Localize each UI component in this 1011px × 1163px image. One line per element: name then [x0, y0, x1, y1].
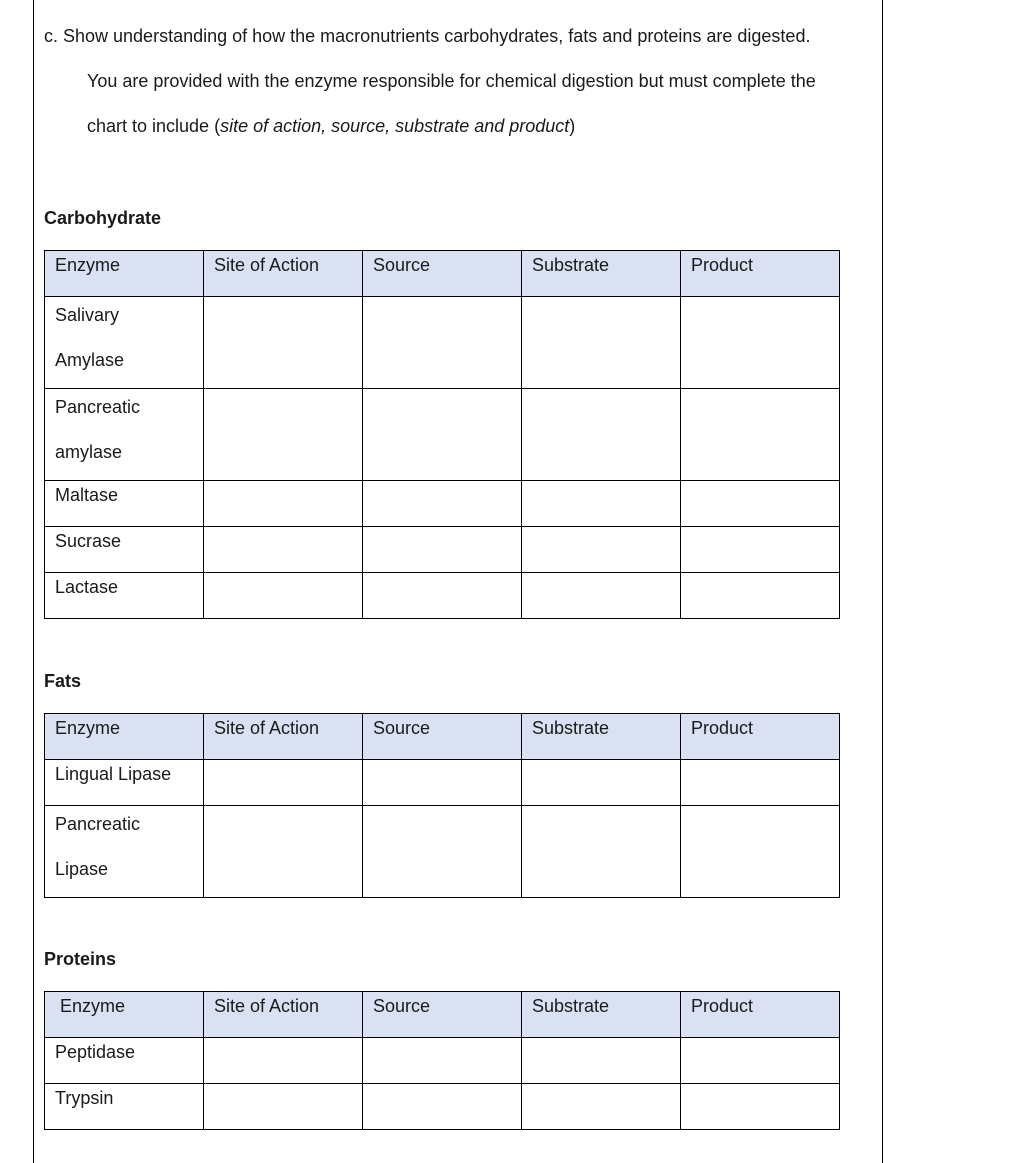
product-cell[interactable] [681, 760, 840, 806]
source-cell[interactable] [363, 806, 522, 898]
carbohydrate-heading: Carbohydrate [44, 208, 162, 228]
enzyme-cell [45, 389, 204, 481]
table-row [45, 389, 840, 481]
header-enzyme: Enzyme [45, 251, 204, 297]
source-cell[interactable] [363, 527, 522, 573]
enzyme-cell: Lingual Lipase [45, 760, 204, 806]
substrate-cell[interactable] [522, 297, 681, 389]
header-site-of-action: Site of Action [204, 992, 363, 1038]
enzyme-cell: Maltase [45, 481, 204, 527]
site-of-action-cell[interactable] [204, 760, 363, 806]
table-header-row [45, 992, 840, 1038]
instruction-line-3-suffix: ) [569, 116, 576, 136]
site-of-action-cell[interactable] [204, 573, 363, 619]
header-substrate: Substrate [522, 714, 681, 760]
site-of-action-cell[interactable] [204, 297, 363, 389]
table-row [45, 806, 840, 898]
header-product: Product [681, 714, 840, 760]
substrate-cell[interactable] [522, 527, 681, 573]
enzyme-name-line: Salivary [55, 305, 120, 325]
enzyme-name-line: Pancreatic [55, 814, 141, 834]
table-header-row [45, 251, 840, 297]
site-of-action-cell[interactable] [204, 389, 363, 481]
source-cell[interactable] [363, 1084, 522, 1130]
instruction-line-3 [87, 116, 575, 137]
fats-table [44, 713, 840, 898]
table-row [45, 527, 840, 573]
table-header-row [45, 714, 840, 760]
substrate-cell[interactable] [522, 760, 681, 806]
substrate-cell[interactable] [522, 389, 681, 481]
instruction-line-2: You are provided with the enzyme responsible for chemical digestion but must complete the [87, 71, 816, 91]
site-of-action-cell[interactable] [204, 481, 363, 527]
site-of-action-cell[interactable] [204, 806, 363, 898]
table-row [45, 1038, 840, 1084]
product-cell[interactable] [681, 527, 840, 573]
product-cell[interactable] [681, 806, 840, 898]
enzyme-cell: Trypsin [45, 1084, 204, 1130]
header-site-of-action: Site of Action [204, 714, 363, 760]
product-cell[interactable] [681, 389, 840, 481]
enzyme-cell: Lactase [45, 573, 204, 619]
table-row [45, 1084, 840, 1130]
table-row [45, 573, 840, 619]
source-cell[interactable] [363, 573, 522, 619]
source-cell[interactable] [363, 389, 522, 481]
header-site-of-action: Site of Action [204, 251, 363, 297]
table-row [45, 481, 840, 527]
substrate-cell[interactable] [522, 573, 681, 619]
header-enzyme: Enzyme [45, 714, 204, 760]
substrate-cell[interactable] [522, 1038, 681, 1084]
instruction-line-1: c. Show understanding of how the macronutrients carbohydrates, fats and proteins are digested. [44, 26, 811, 46]
enzyme-name-line: Amylase [55, 350, 125, 370]
header-product: Product [681, 251, 840, 297]
source-cell[interactable] [363, 297, 522, 389]
carbohydrate-table [44, 250, 840, 619]
product-cell[interactable] [681, 573, 840, 619]
enzyme-cell [45, 297, 204, 389]
header-source: Source [363, 251, 522, 297]
enzyme-name-line: Lipase [55, 859, 109, 879]
header-enzyme: Enzyme [45, 992, 204, 1038]
enzyme-cell: Sucrase [45, 527, 204, 573]
product-cell[interactable] [681, 481, 840, 527]
table-row [45, 760, 840, 806]
fats-heading: Fats [44, 671, 82, 691]
header-source: Source [363, 992, 522, 1038]
instruction-line-3-prefix: chart to include ( [87, 116, 221, 136]
proteins-heading: Proteins [44, 949, 117, 969]
product-cell[interactable] [681, 297, 840, 389]
source-cell[interactable] [363, 1038, 522, 1084]
enzyme-cell [45, 806, 204, 898]
source-cell[interactable] [363, 481, 522, 527]
product-cell[interactable] [681, 1038, 840, 1084]
header-product: Product [681, 992, 840, 1038]
enzyme-cell: Peptidase [45, 1038, 204, 1084]
instruction-line-3-italic: site of action, source, substrate and product [220, 116, 570, 136]
site-of-action-cell[interactable] [204, 1084, 363, 1130]
substrate-cell[interactable] [522, 806, 681, 898]
substrate-cell[interactable] [522, 1084, 681, 1130]
proteins-table [44, 991, 840, 1130]
site-of-action-cell[interactable] [204, 1038, 363, 1084]
site-of-action-cell[interactable] [204, 527, 363, 573]
enzyme-name-line: Pancreatic [55, 397, 141, 417]
product-cell[interactable] [681, 1084, 840, 1130]
header-substrate: Substrate [522, 251, 681, 297]
substrate-cell[interactable] [522, 481, 681, 527]
header-substrate: Substrate [522, 992, 681, 1038]
enzyme-name-line: amylase [55, 442, 123, 462]
document-page [33, 0, 883, 1163]
header-source: Source [363, 714, 522, 760]
source-cell[interactable] [363, 760, 522, 806]
table-row [45, 297, 840, 389]
